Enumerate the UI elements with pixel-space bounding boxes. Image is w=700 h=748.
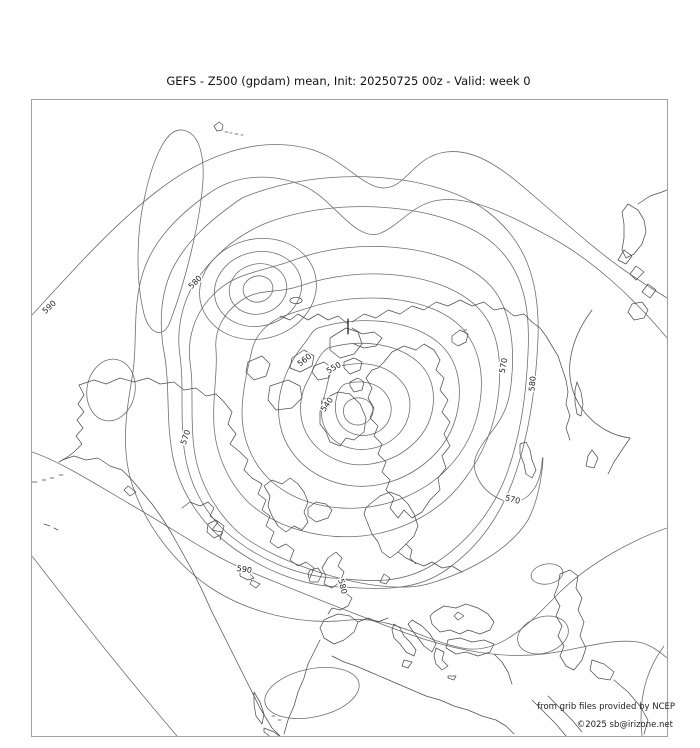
contour-label: 580 [336, 577, 349, 595]
contour-label: 540 [318, 395, 336, 414]
contour-label: 550 [324, 360, 343, 376]
attribution-source: from grib files provided by NCEP [537, 702, 675, 712]
attribution-copyright: ©2025 sb@irizone.net [576, 720, 673, 730]
contour-label: 570 [178, 428, 193, 446]
coastlines-layer [32, 122, 667, 736]
contour-label: 570 [504, 493, 522, 506]
contour-label: 580 [186, 273, 204, 291]
map-frame [31, 99, 675, 737]
contour-label: 580 [527, 375, 538, 392]
contour-label: 590 [40, 298, 59, 316]
contour-label: 560 [295, 351, 314, 369]
contour-label: 590 [236, 564, 253, 576]
contour-label: 570 [497, 357, 510, 374]
contours-layer [32, 130, 667, 736]
weather-map-svg [32, 100, 667, 736]
map-title: GEFS - Z500 (gpdam) mean, Init: 20250725 00z - Valid: week 0 [166, 74, 531, 88]
